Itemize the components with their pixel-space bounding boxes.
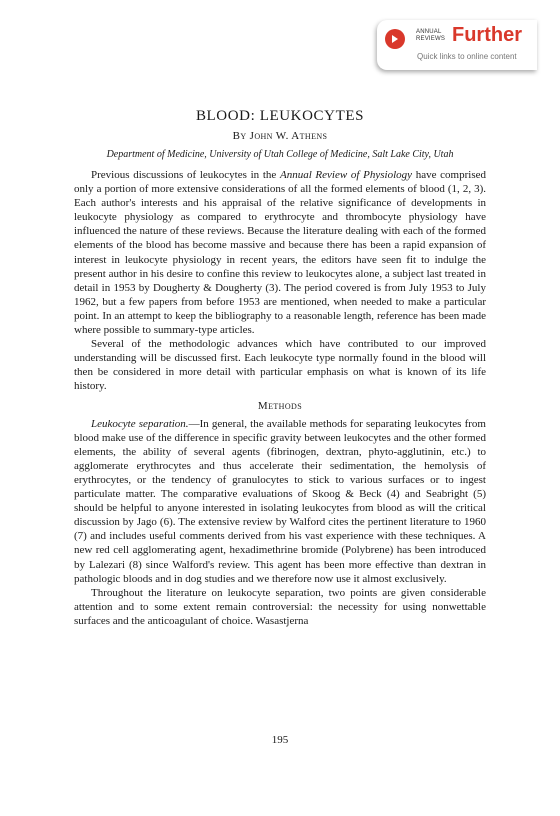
section-heading-methods: Methods — [257, 399, 303, 412]
banner-annual-text: ANNUAL — [416, 29, 442, 35]
article-title: BLOOD: LEUKOCYTES — [195, 108, 365, 124]
banner-reviews-text: REVIEWS — [416, 36, 446, 42]
further-banner[interactable] — [377, 20, 537, 70]
paragraph-intro-rest: have comprised only a portion of more extensive considerations of all the formed elements of blood (1, 2, 3). Each author's interests and his appraisal of the relative significance of developments in leukocyte physiology as compared to erythrocyte and thrombocyte physiology have influenced the nature of these reviews. Because the literature dealing with each of the formed elements of the blood has become massive and because there has been a rapid expansion of interest in leukocyte physiology in recent years, the editors have seen fit to indulge the present author in his desire to confine this review to leukocytes alone, a subject last treated in detail in 1953 by Dougherty & Dougherty (3). The period covered is from July 1953 to July 1962, but a few papers from before 1953 are mentioned, when needed to make a particular point. In an attempt to keep the bibliography to a reasonable length, reference has been made where possible to summary-type articles. — [74, 169, 486, 337]
annual-reviews-wordmark — [416, 29, 445, 43]
journal-title-italic: Annual Review of Physiology — [279, 169, 413, 181]
paragraph-leukocyte-separation — [74, 417, 486, 586]
banner-further-label: Further — [452, 24, 522, 46]
article-byline: By John W. Athens — [232, 130, 328, 142]
paragraph-intro — [74, 168, 486, 337]
article-affiliation: Department of Medicine, University of Utah College of Medicine, Salt Lake City, Utah — [106, 149, 454, 160]
article-body — [74, 168, 486, 628]
annual-reviews-logo-icon — [385, 29, 405, 49]
paragraph-controversies: Throughout the literature on leukocyte separation, two points are given considerable attention and to some extent remain controversial: the necessity for using nonwettable surfaces and the anticoagulant of choice. Wasastjerna — [74, 586, 486, 627]
page-number: 195 — [271, 734, 289, 746]
banner-subtitle: Quick links to online content — [417, 52, 517, 61]
subsection-title-italic: Leukocyte separation. — [91, 417, 189, 430]
paragraph-intro-lead: Previous discussions of leukocytes in the — [91, 169, 280, 181]
paragraph-overview: Several of the methodologic advances which have contributed to our improved understanding will be discussed first. Each leukocyte type normally found in the blood will then be considered in more detail with particular emphasis on what is known of its life history. — [74, 338, 486, 393]
paragraph-separation-text: —In general, the available methods for separating leukocytes from blood make use of the difference in specific gravity between leukocytes and the other formed elements, the ability of several agents (fibrinogen, dextran, phyto-agglutinin, etc.) to agglomerate erythrocytes and thus accelerate their sedimentation, the hemolysis of erythrocytes, or the tendency of granulocytes to stick to various surfaces or to ingest particulate matter. The comparative evaluations of Skoog & Beck (4) and Seabright (5) should be helpful to anyone interested in isolating leukocytes from blood as will the critical discussion by Jago (6). The extensive review by Walford cites the pertinent literature to 1960 (7) and includes useful comments derived from his vast experience with these techniques. A new red cell agglomerating agent, hexadimethrine bromide (Polybrene) has been introduced by Lalezari (8) since Walford's review. This agent has been more effective than dextran in pathologic bloods and in dog studies and we therefore now use it almost exclusively. — [74, 417, 486, 585]
